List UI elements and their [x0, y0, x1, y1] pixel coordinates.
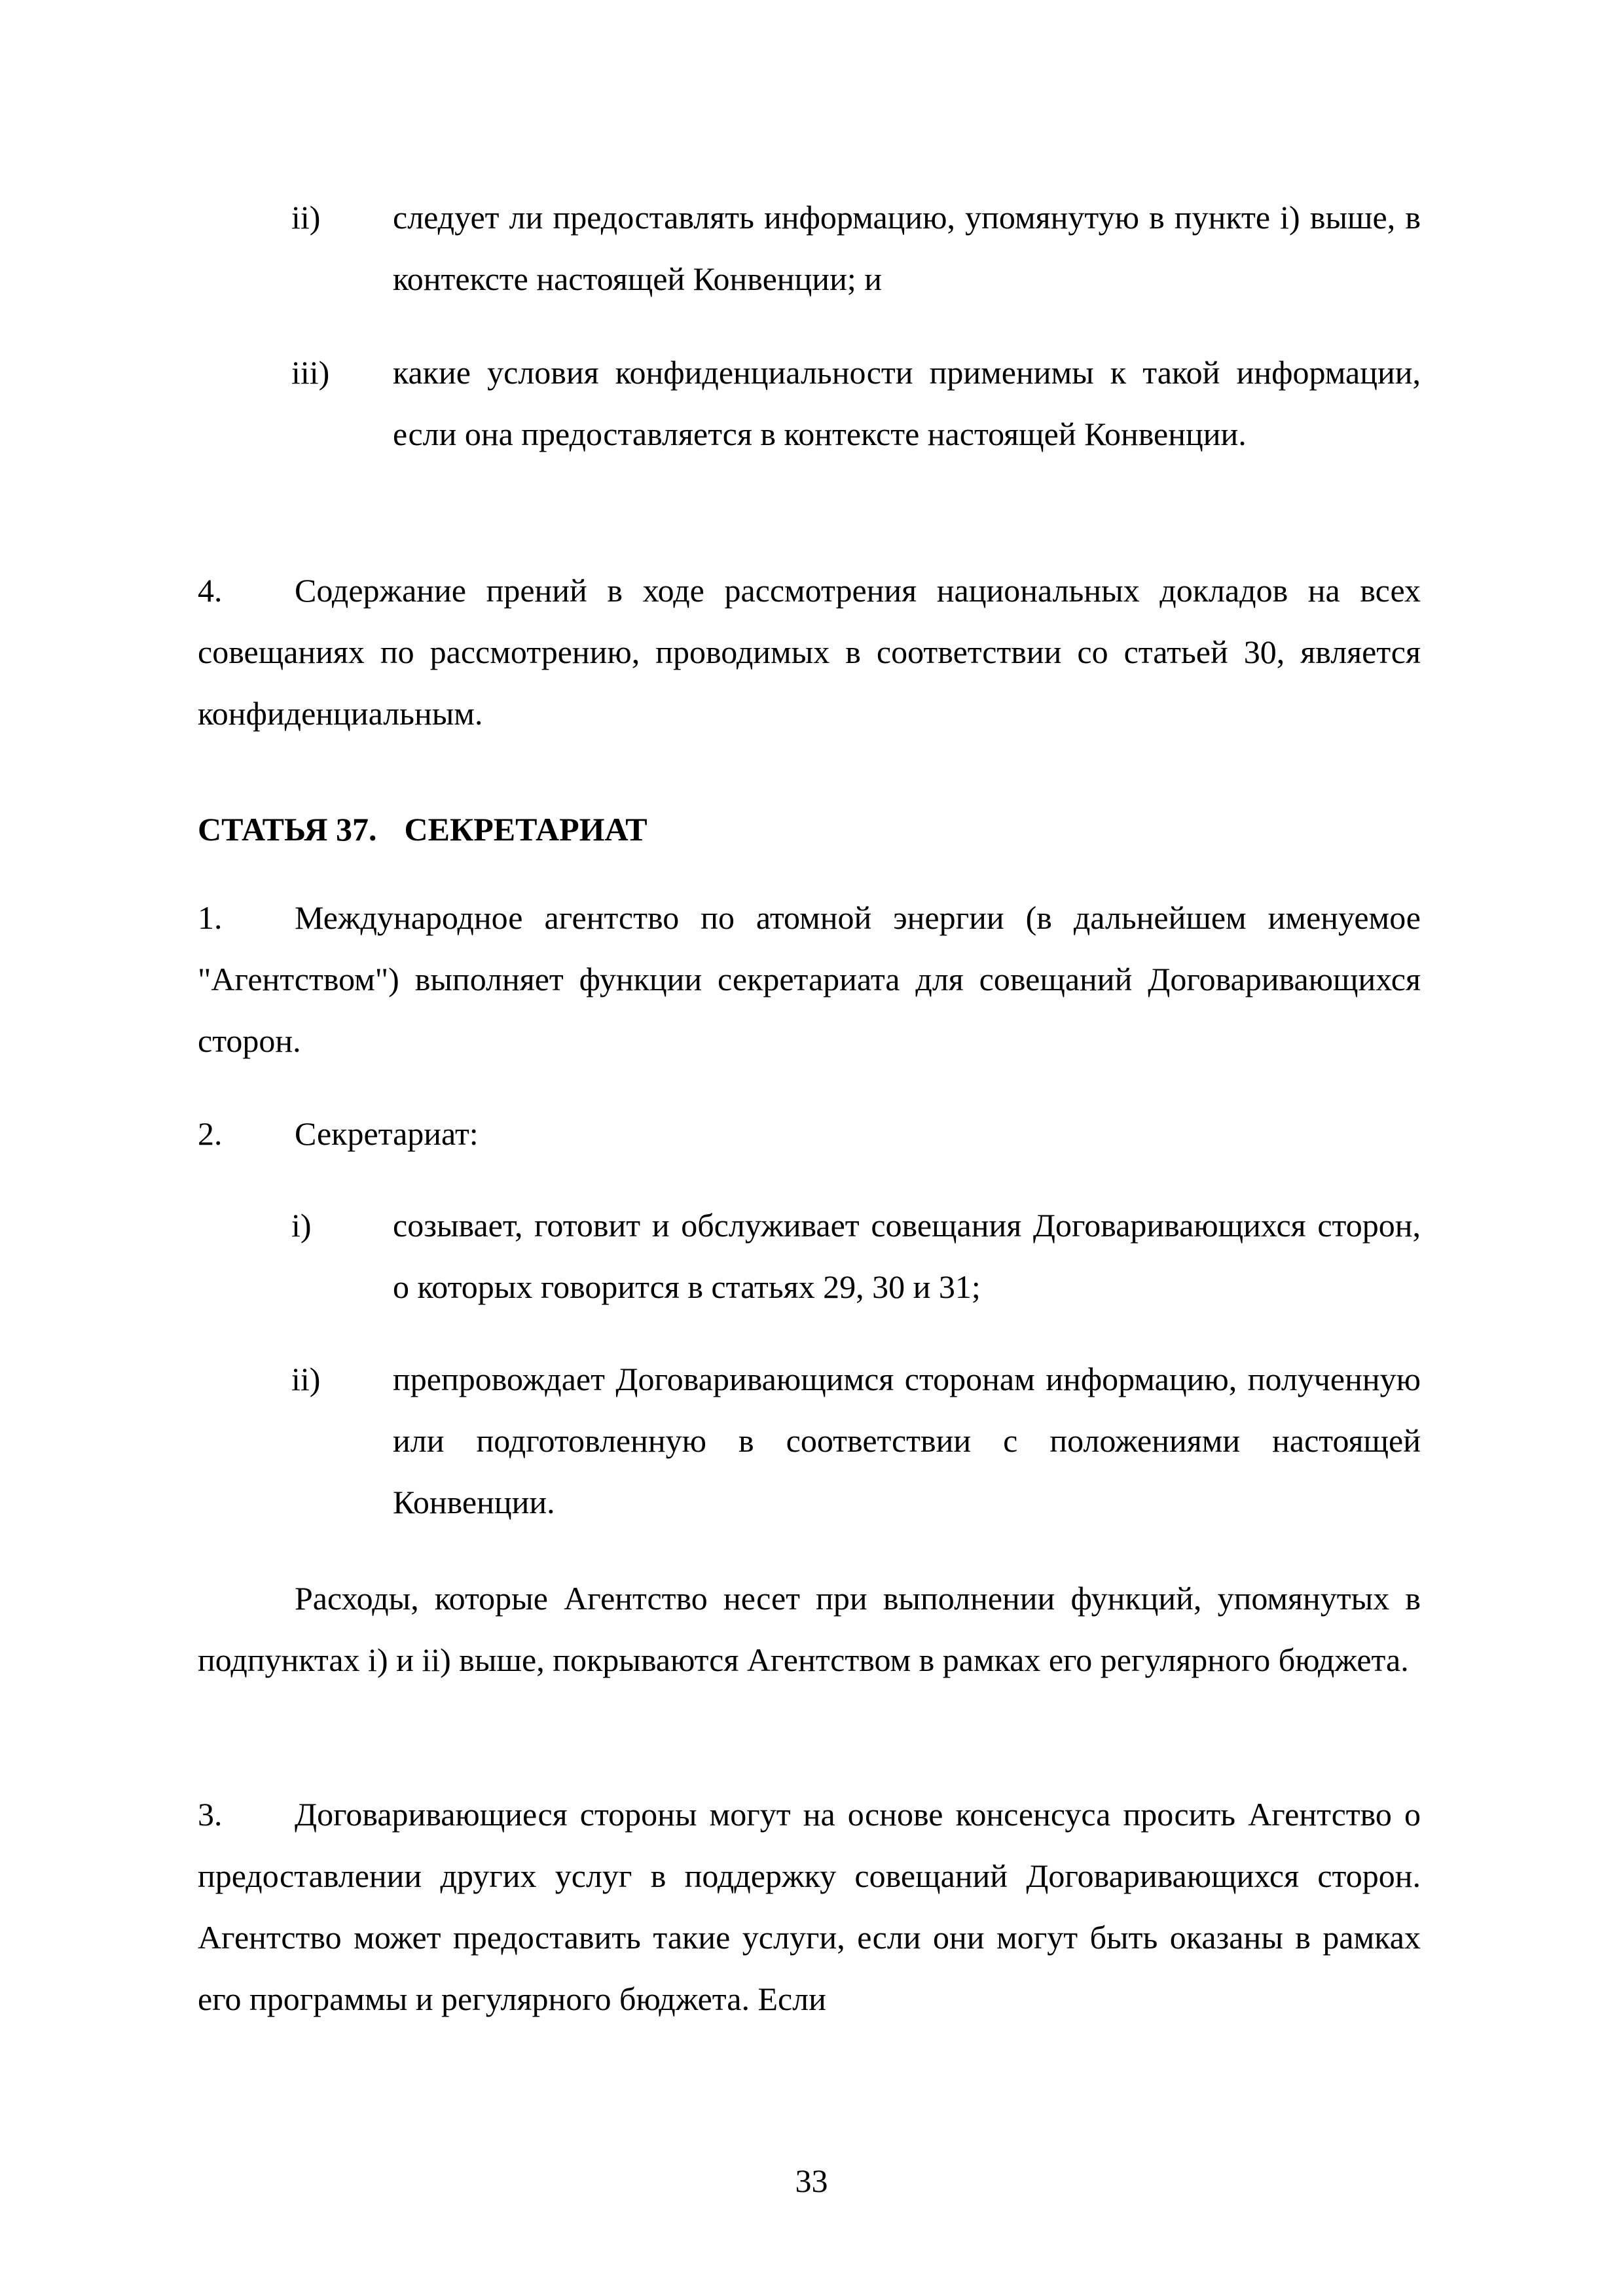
paragraph-number: 4. — [198, 572, 223, 609]
paragraph-1 — [198, 887, 1421, 1071]
article-heading — [198, 798, 647, 860]
paragraph-number: 1. — [198, 899, 223, 936]
item-number: ii) — [291, 1361, 321, 1397]
item-text: препровождает Договаривающимся сторонам информацию, полученную или подготовленную в соответствии с положениями настоящей Конвенции. — [393, 1361, 1421, 1520]
item-number: iii) — [291, 354, 330, 391]
item-number: ii) — [291, 199, 321, 236]
item-text: следует ли предоставлять информацию, упомянутую в пункте i) выше, в контексте настоящей Конвенции; и — [393, 199, 1421, 297]
article-label: СТАТЬЯ 37. — [198, 811, 377, 848]
item-text: какие условия конфиденциальности применимы к такой информации, если она предоставляется в контексте настоящей Конвенции. — [393, 354, 1421, 452]
paragraph-text: Содержание прений в ходе рассмотрения национальных докладов на всех совещаниях по рассмотрению, проводимых в соответствии со статьей 30, является конфиденциальным. — [198, 572, 1421, 732]
paragraph-number: 3. — [198, 1796, 223, 1833]
paragraph-2 — [198, 1103, 1421, 1164]
page-number: 33 — [795, 2162, 828, 2199]
paragraph-text: Международное агентство по атомной энергии (в дальнейшем именуемое "Агентством") выполняет функции секретариата для совещаний Договаривающихся сторон. — [198, 899, 1421, 1059]
costs-paragraph — [198, 1568, 1421, 1691]
paragraph-3 — [198, 1784, 1421, 2030]
paragraph-4 — [198, 560, 1421, 744]
item-number: i) — [291, 1207, 312, 1244]
paragraph-text: Договаривающиеся стороны могут на основе консенсуса просить Агентство о предоставлении других услуг в поддержку совещаний Договаривающихся сторон. Агентство может предоставить такие услуги, если они могут быть оказаны в рамках его программы и регулярного бюджета. Если — [198, 1796, 1421, 2017]
item-text: созывает, готовит и обслуживает совещания Договаривающихся сторон, о которых говорится в статьях 29, 30 и 31; — [393, 1207, 1421, 1305]
paragraph-text: Секретариат: — [295, 1115, 479, 1152]
paragraph-number: 2. — [198, 1115, 223, 1152]
paragraph-text: Расходы, которые Агентство несет при выполнении функций, упомянутых в подпунктах i) и ii) выше, покрываются Агентством в рамках его регулярного бюджета. — [198, 1580, 1421, 1678]
article-title: СЕКРЕТАРИАТ — [404, 811, 647, 848]
